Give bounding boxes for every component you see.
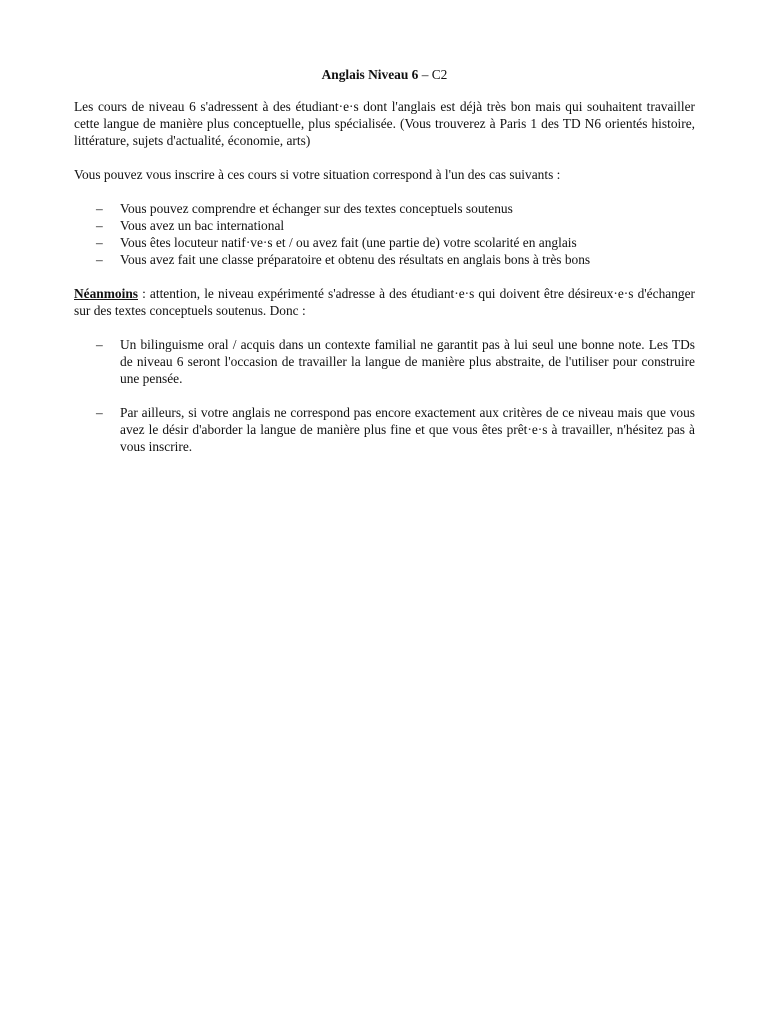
conditions-intro: Vous pouvez vous inscrire à ces cours si votre situation correspond à l'un des cas suivants :: [74, 167, 561, 182]
dash-bullet: –: [96, 201, 103, 216]
dash-bullet: –: [96, 235, 103, 250]
condition-text: Vous êtes locuteur natif·ve·s et / ou avez fait (une partie de) votre scolarité en anglais: [120, 235, 577, 250]
dash-bullet: –: [96, 337, 103, 352]
list-item: [74, 336, 695, 387]
condition-text: Vous pouvez comprendre et échanger sur des textes conceptuels soutenus: [120, 201, 513, 216]
condition-text: Vous avez un bac international: [120, 218, 285, 233]
document-title: [74, 66, 695, 83]
caveat-paragraph: [74, 285, 695, 319]
list-item: [74, 217, 695, 234]
title-level: – C2: [418, 67, 448, 82]
title-bold: Anglais Niveau 6: [321, 67, 419, 82]
condition-text: Vous avez fait une classe préparatoire et obtenu des résultats en anglais bons à très bons: [120, 252, 591, 267]
list-item: [74, 404, 695, 455]
list-item: [74, 200, 695, 217]
note-text: Par ailleurs, si votre anglais ne correspond pas encore exactement aux critères de ce niveau mais que vous avez le désir d'aborder la langue de manière plus fine et que vous êtes prêt·e·s à travailler, n'hésitez pas à vous inscrire.: [120, 405, 695, 454]
dash-bullet: –: [96, 405, 103, 420]
dash-bullet: –: [96, 252, 103, 267]
caveat-text: : attention, le niveau expérimenté s'adresse à des étudiant·e·s qui doivent être désireux·e·s d'échanger sur des textes conceptuels soutenus. Donc :: [74, 286, 695, 318]
dash-bullet: –: [96, 218, 103, 233]
caveat-lead: Néanmoins: [74, 286, 138, 301]
list-item: [74, 251, 695, 268]
notes-list: [74, 336, 695, 455]
note-text: Un bilinguisme oral / acquis dans un contexte familial ne garantit pas à lui seul une bonne note. Les TDs de niveau 6 seront l'occasion de travailler la langue de manière plus abstraite, de l'utiliser pour construire une pensée.: [120, 337, 695, 386]
document-page: [74, 66, 695, 472]
conditions-list: [74, 200, 695, 268]
intro-paragraph: Les cours de niveau 6 s'adressent à des étudiant·e·s dont l'anglais est déjà très bon mais qui souhaitent travailler cette langue de manière plus conceptuelle, plus spécialisée. (Vous trouverez à Paris 1 des TD N6 orientés histoire, littérature, sujets d'actualité, économie, arts): [74, 99, 695, 148]
list-item: [74, 234, 695, 251]
